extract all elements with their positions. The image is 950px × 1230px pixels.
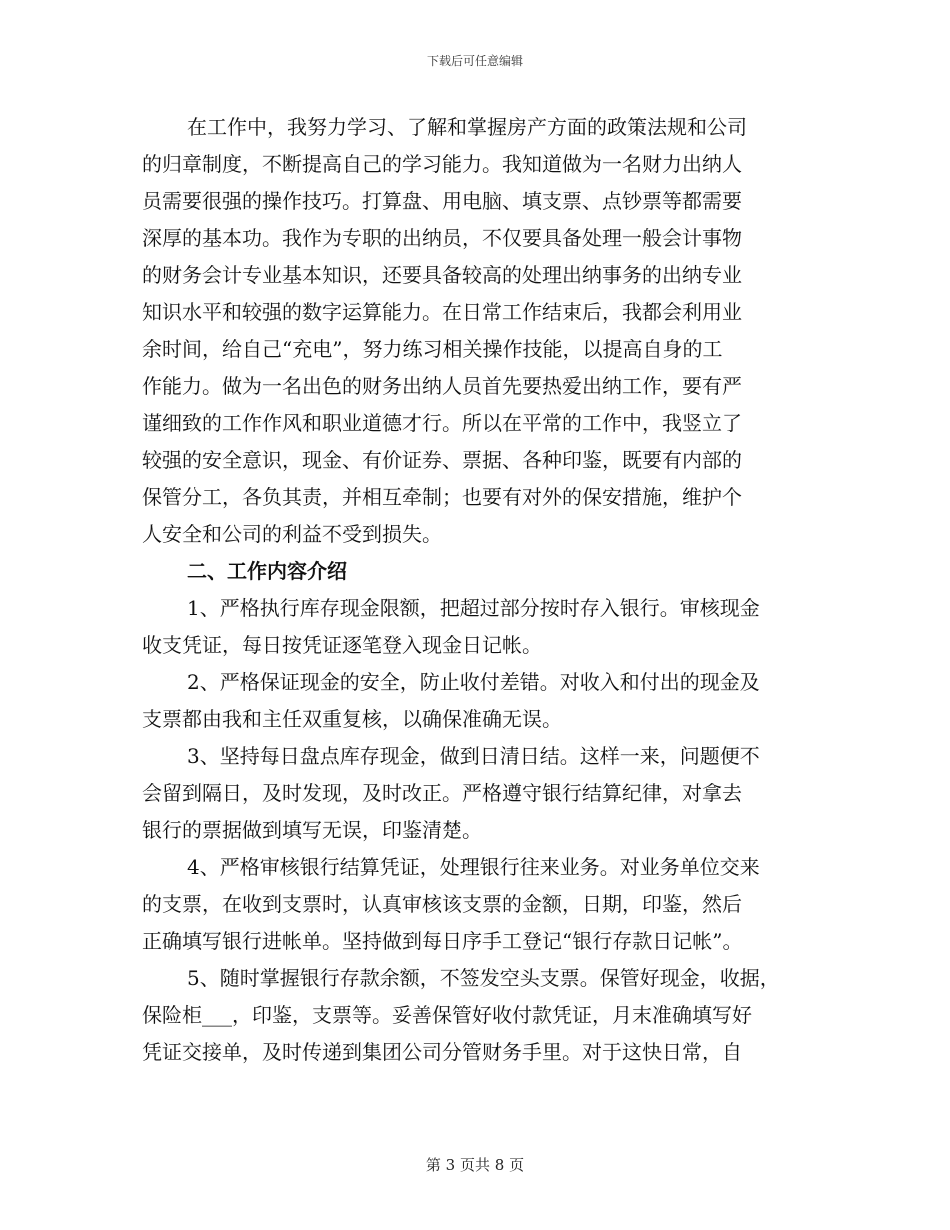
text-line: 的支票，在收到支票时，认真审核该支票的金额，日期，印鉴，然后 [142,892,742,916]
text-line: 3、坚持每日盘点库存现金，做到日清日结。这样一来，问题便不 [187,744,760,768]
text-line: 的归章制度，不断提高自己的学习能力。我知道做为一名财力出纳人 [142,152,742,176]
document-body [142,109,810,1071]
text-line: 谨细致的工作作风和职业道德才行。所以在平常的工作中，我竖立了 [142,411,742,435]
text-line: 5、随时掌握银行存款余额，不签发空头支票。保管好现金，收据， [187,966,780,990]
text-line: 作能力。做为一名出色的财务出纳人员首先要热爱出纳工作，要有严 [142,374,742,398]
text-line: 保险柜___，印鉴，支票等。妥善保管好收付款凭证，月末准确填写好 [142,1003,752,1027]
section-heading: 二、工作内容介绍 [187,559,347,583]
text-line: 较强的安全意识，现金、有价证券、票据、各种印鉴，既要有内部的 [142,448,742,472]
text-line: 正确填写银行进帐单。坚持做到每日序手工登记“银行存款日记帐”。 [142,929,743,953]
text-line: 余时间，给自己“充电”，努力练习相关操作技能，以提高自身的工 [142,337,723,361]
page-number: 第 3 页共 8 页 [425,1156,525,1174]
page-header: 下载后可任意编辑 [426,54,523,68]
text-line: 知识水平和较强的数字运算能力。在日常工作结束后，我都会利用业 [142,300,742,324]
text-line: 凭证交接单，及时传递到集团公司分管财务手里。对于这快日常，自 [142,1040,742,1064]
text-line: 银行的票据做到填写无误，印鉴清楚。 [142,818,482,842]
text-line: 4、严格审核银行结算凭证，处理银行往来业务。对业务单位交来 [187,855,760,879]
text-line: 人安全和公司的利益不受到损失。 [142,522,442,546]
text-line: 2、严格保证现金的安全，防止收付差错。对收入和付出的现金及 [187,670,760,694]
text-line: 会留到隔日，及时发现，及时改正。严格遵守银行结算纪律，对拿去 [142,781,742,805]
text-line: 深厚的基本功。我作为专职的出纳员，不仅要具备处理一般会计事物 [142,226,742,250]
text-line: 1、严格执行库存现金限额，把超过部分按时存入银行。审核现金 [187,596,760,620]
text-line: 收支凭证，每日按凭证逐笔登入现金日记帐。 [142,633,542,657]
text-line: 保管分工，各负其责，并相互牵制；也要有对外的保安措施，维护个 [142,485,742,509]
text-line: 员需要很强的操作技巧。打算盘、用电脑、填支票、点钞票等都需要 [142,189,742,213]
text-line: 在工作中，我努力学习、了解和掌握房产方面的政策法规和公司 [187,115,747,139]
text-line: 的财务会计专业基本知识，还要具备较高的处理出纳事务的出纳专业 [142,263,742,287]
text-line: 支票都由我和主任双重复核，以确保准确无误。 [142,707,562,731]
